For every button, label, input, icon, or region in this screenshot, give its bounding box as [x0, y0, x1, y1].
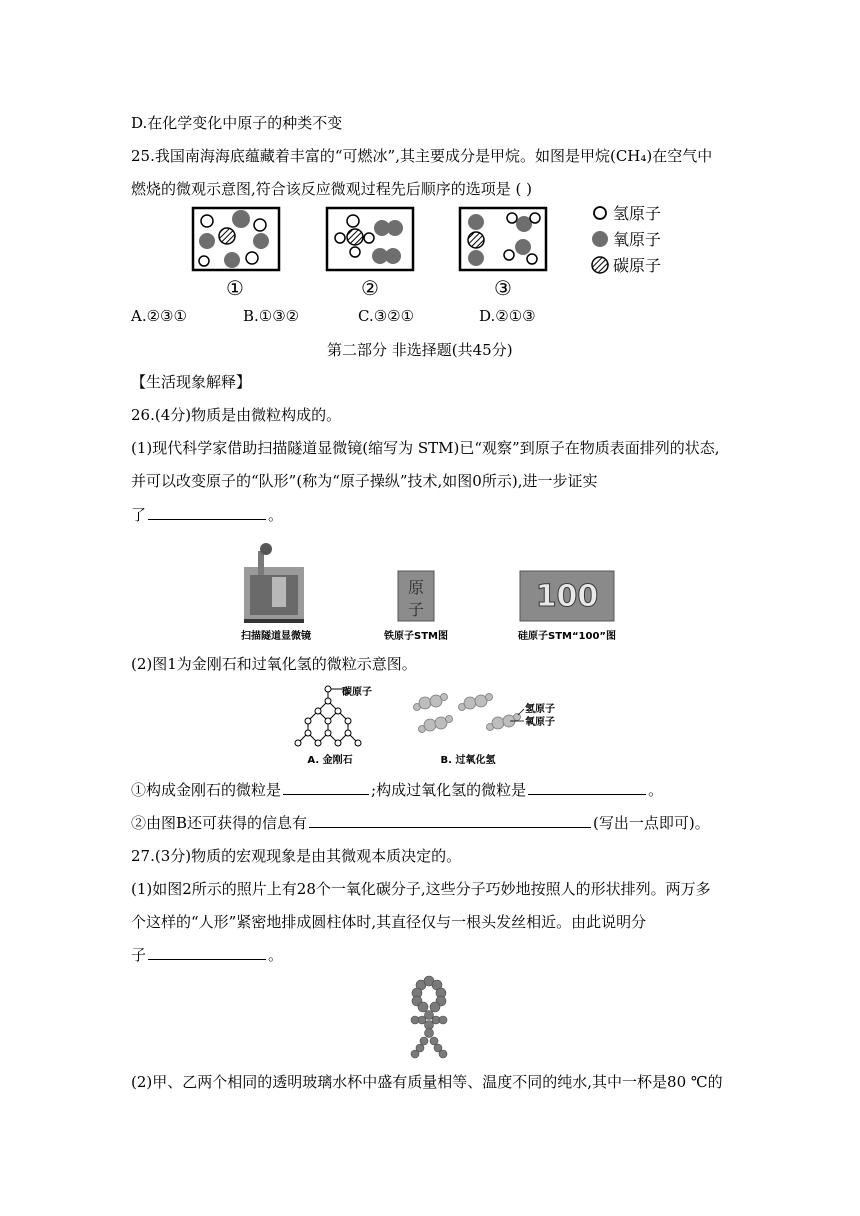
q27-1-suffix: 。 [268, 946, 284, 964]
reaction-micro-diagram [190, 205, 680, 300]
q26-1-text-1: (1)现代科学家借助扫描隧道显微镜(缩写为 STM)已“观察”到原子在物质表面排列的状态, [131, 439, 720, 457]
q25-text-1: 25.我国南海海底蕴藏着丰富的“可燃冰”,其主要成分是甲烷。如图是甲烷(CH₄)在空气中 [131, 147, 713, 165]
stage-2-box [327, 208, 413, 270]
peroxide-molecules [414, 694, 521, 733]
co-molecule-man [405, 975, 455, 1060]
section-heading: 【生活现象解释】 [131, 373, 252, 391]
q26-1-text-2: 并可以改变原子的“队形”(称为“原子操纵”技术,如图0所示),进一步证实 [131, 472, 598, 490]
option-c: C.③②① [358, 307, 415, 325]
q26-2-a [131, 779, 663, 800]
answer-blank-5[interactable] [148, 958, 266, 960]
q26-1-suffix: 。 [268, 506, 284, 524]
caption-silicon: 硅原子STM“100”图 [518, 631, 616, 642]
stage-label-2: ② [361, 276, 379, 300]
q26-title: 26.(4分)物质是由微粒构成的。 [131, 406, 342, 424]
microscope-image [244, 543, 304, 623]
molecule-figure [292, 683, 582, 768]
option-b: B.①③② [243, 307, 300, 325]
option-a: A.②③① [131, 307, 187, 325]
q27-1-text-3 [131, 944, 283, 965]
stage-label-1: ① [226, 276, 244, 300]
q27-1-text-2: 个这样的“人形”紧密地排成圆柱体时,其直径仅与一根头发丝相近。由此说明分 [131, 913, 647, 931]
q26-1-prefix: 了 [131, 506, 147, 524]
q27-1-prefix: 子 [131, 946, 147, 964]
q26-2-b [131, 812, 710, 833]
q26-2a-suffix: 。 [648, 781, 664, 799]
q26-2b-suffix: (写出一点即可)。 [593, 814, 710, 832]
q27-1-text-1: (1)如图2所示的照片上有28个一氧化碳分子,这些分子巧妙地按照人的形状排列。两万多 [131, 880, 711, 898]
stage-1-box [193, 208, 279, 270]
answer-blank-2[interactable] [283, 793, 369, 795]
stage-label-3: ③ [494, 276, 512, 300]
stm-figure [228, 537, 648, 645]
silicon-text: 100 [535, 579, 599, 614]
q25-text-2: 燃烧的微观示意图,符合该反应微观过程先后顺序的选项是 ( ) [131, 180, 533, 198]
caption-diamond: A. 金刚石 [307, 755, 353, 766]
caption-iron: 铁原子STM图 [384, 631, 448, 642]
oxygen-atom-label: 氧原子 [525, 717, 555, 728]
part-two-heading: 第二部分 非选择题(共45分) [327, 341, 513, 359]
iron-stm-image [398, 571, 434, 621]
hydrogen-atom-label: 氢原子 [525, 704, 555, 715]
answer-blank-3[interactable] [528, 793, 646, 795]
legend-carbon: 碳原子 [613, 256, 662, 275]
caption-microscope: 扫描隧道显微镜 [241, 631, 311, 642]
q26-2a-mid: ;构成过氧化氢的微粒是 [371, 781, 527, 799]
q26-1-text-3 [131, 504, 283, 525]
option-d-prev: D.在化学变化中原子的种类不变 [131, 114, 343, 132]
answer-blank-4[interactable] [309, 826, 591, 828]
q26-2a-prefix: ①构成金刚石的微粒是 [131, 781, 282, 799]
iron-text-2: 子 [407, 600, 425, 619]
option-d: D.②①③ [479, 307, 536, 325]
legend-oxygen: 氧原子 [613, 230, 662, 249]
q26-2-text: (2)图1为金刚石和过氧化氢的微粒示意图。 [131, 655, 417, 673]
q27-title: 27.(3分)物质的宏观现象是由其微观本质决定的。 [131, 847, 462, 865]
q27-2-text: (2)甲、乙两个相同的透明玻璃水杯中盛有质量相等、温度不同的纯水,其中一杯是80 ℃的 [131, 1073, 723, 1091]
iron-text-1: 原 [407, 578, 425, 597]
legend-hydrogen: 氢原子 [613, 205, 662, 223]
carbon-atom-label: 碳原子 [342, 687, 372, 698]
stage-3-box [460, 208, 546, 270]
q26-2b-prefix: ②由图B还可获得的信息有 [131, 814, 308, 832]
answer-blank-1[interactable] [148, 518, 266, 520]
silicon-stm-image [520, 571, 614, 621]
atom-legend [592, 205, 661, 275]
caption-peroxide: B. 过氧化氢 [440, 755, 496, 766]
